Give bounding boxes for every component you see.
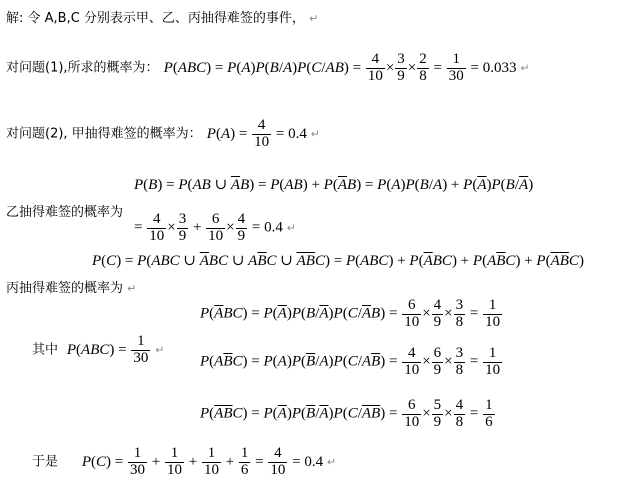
- return-mark: ↵: [326, 455, 337, 469]
- qizhong-label: 其中: [32, 342, 59, 358]
- pc-expansion: P(C) = P(ABC ∪ $\overline{A}BC$ ∪ $A\overline{B}C$ ∪ $\overline{A}\overline{B}C) = P(ABC) + P(\overline{A}BC) + P(A\overline{B}C) + P(\overline{A}\overline{B}C)$: [92, 253, 584, 269]
- return-mark: ↵: [286, 221, 296, 235]
- pc-result: 0.4: [304, 453, 324, 470]
- question-1-result: 0.033: [482, 59, 517, 76]
- pb-calc: = $\frac{4}{10}$ × $\frac{3}{9}$ + $\frac{6}{10}$ × $\frac{4}{9}$ = 0.4 ↵: [134, 211, 296, 244]
- return-mark: ↵: [310, 127, 320, 141]
- intro-label: 解: 令 A,B,C 分别表示甲、乙、丙抽得难签的事件，: [6, 11, 305, 26]
- question-2-formula: P(A) = $\frac{4}{10}$ = 0.4: [206, 117, 307, 150]
- pc-label-row: [6, 282, 136, 295]
- question-2-result: 0.4: [288, 125, 307, 142]
- return-mark: ↵: [127, 282, 137, 295]
- question-2-row: [6, 118, 320, 151]
- question-1-label: 对问题(1),所求的概率为：: [6, 60, 159, 76]
- question-1-formula: P(ABC) = P(A)P(B/A)P(C/AB) = $\frac{4}{10}$ × $\frac{3}{9}$ × $\frac{2}{8}$ = $\frac{1}{30}$ = 0.033: [163, 51, 517, 84]
- p-abarbc-row: $P(\overline{A}BC) = P(\overline{A})P(B/\overline{A})P(C/\overline{A}B)$ = $\frac{6}{10}$ × $\frac{4}{9}$ × $\frac{3}{8}$ = $\frac{1}{10}$: [200, 297, 501, 330]
- p-abbarc-row: $P(A\overline{B}C) = P(A)P(\overline{B}/A)P(C/A\overline{B})$ = $\frac{4}{10}$ × $\frac{6}{9}$ × $\frac{3}{8}$ = $\frac{1}{10}$: [200, 345, 501, 378]
- question-1-row: [6, 52, 529, 85]
- return-mark: ↵: [155, 343, 165, 357]
- pb-label-row: [6, 206, 123, 219]
- pc-final-formula: P(C) = $\frac{1}{30}$ + $\frac{1}{10}$ + $\frac{1}{10}$ + $\frac{1}{6}$ = $\frac{4}{10}$ = 0.4: [81, 445, 324, 478]
- intro-text: [6, 12, 318, 25]
- yushi-label: 于是: [32, 454, 59, 470]
- p-abc-formula: P(ABC) = $\frac{1}{30}$: [66, 333, 149, 366]
- qizhong-row: [32, 334, 164, 367]
- return-mark: ↵: [520, 61, 530, 75]
- p-abarbbarc-row: $P(\overline{A}\overline{B}C) = P(\overline{A})P(\overline{B}/\overline{A})P(C/\overline{A}\overline{B})$ = $\frac{6}{10}$ × $\frac{5}{9}$ × $\frac{4}{8}$ = $\frac{1}{6}$: [200, 397, 493, 430]
- pc-label: 丙抽得难签的概率为: [6, 281, 124, 296]
- pb-result: 0.4: [264, 219, 283, 236]
- pb-expansion: P(B) = P(AB ∪ $\overline{A}B) = P(AB) + P(\overline{A}B) = P(A)P(B/A) + P(\overline{A})P(B/\overline{A})$: [134, 177, 534, 193]
- return-mark: ↵: [309, 12, 319, 25]
- pb-label: 乙抽得难签的概率为: [6, 205, 124, 220]
- yushi-row: [32, 446, 336, 479]
- question-2-label: 对问题(2), 甲抽得难签的概率为：: [6, 126, 202, 142]
